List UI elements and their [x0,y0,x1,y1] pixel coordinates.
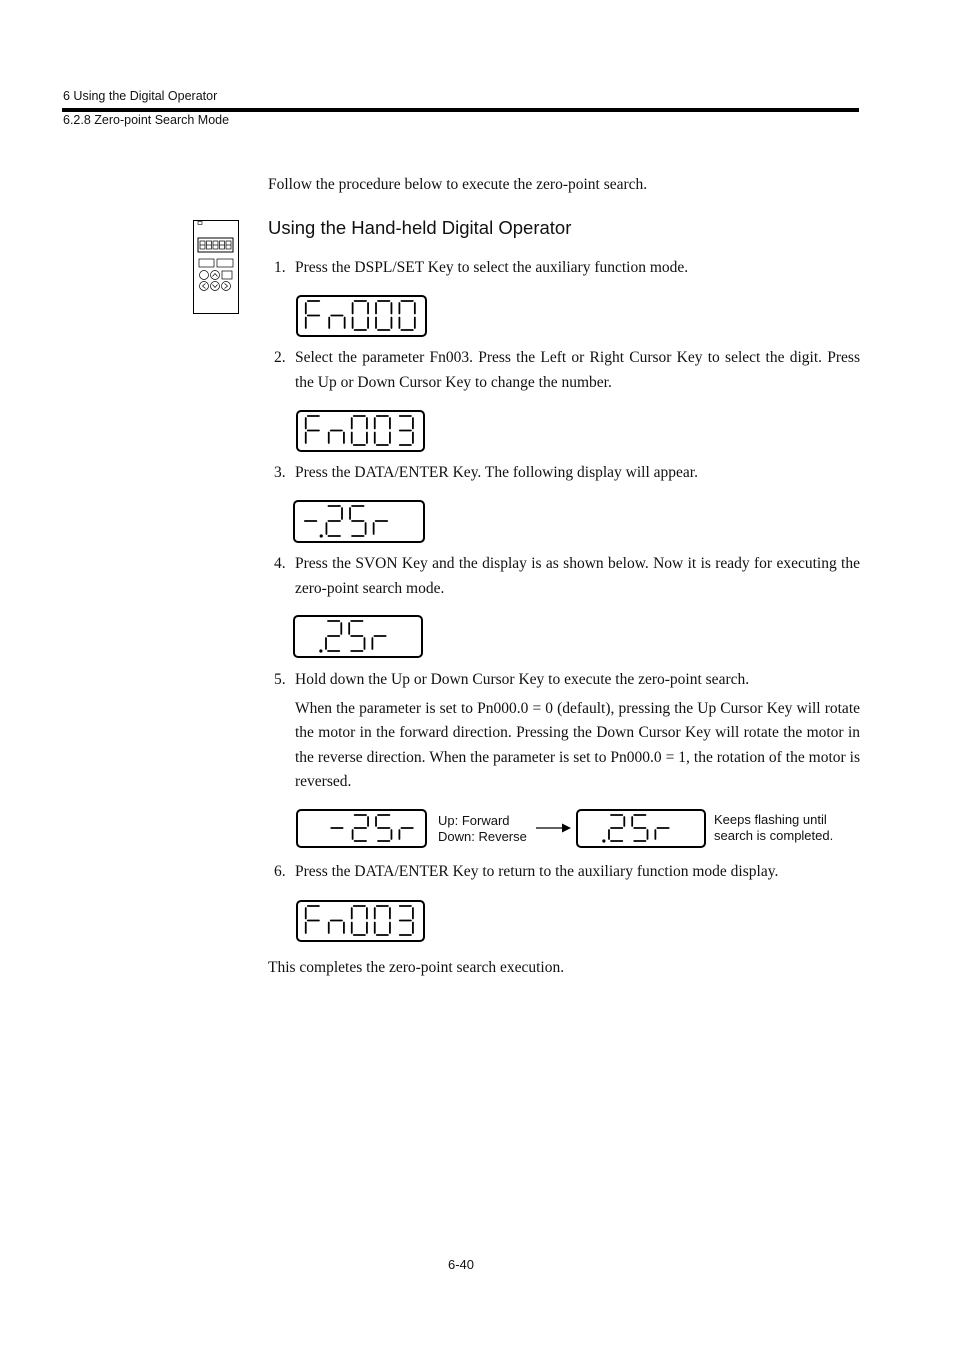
step-number: 6. [274,863,286,880]
step-number: 5. [274,671,286,688]
closing-text: This completes the zero-point search execution. [268,959,565,976]
step-text: Press the DATA/ENTER Key to return to the auxiliary function mode display. [295,863,779,880]
flashing-label: Keeps flashing until search is completed. [714,812,834,843]
step-text: Select the parameter Fn003. Press the Left or Right Cursor Key to select the digit. Press the Up or Down Cursor Key to change the number. [295,349,860,391]
decimal-point [319,649,322,652]
display-panel-fn003 [296,410,425,452]
step-text: Press the SVON Key and the display is as shown below. Now it is ready for executing the zero-point search mode. [295,555,860,597]
display-panel-fn003-return [296,900,425,942]
step-note: When the parameter is set to Pn000.0 = 0 (default), pressing the Up Cursor Key will rotate the motor in the forward direction. Pressing the Down Cursor Key will rotate the motor in the reverse direction. When the parameter is set to Pn000.0 = 1, the rotation of the motor is reversed. [295,699,860,790]
intro-text: Follow the procedure below to execute the zero-point search. [268,176,648,193]
display-panel-zsr-waiting [293,500,425,543]
step-6 [274,860,860,885]
direction-label: Up: Forward Down: Reverse [438,813,527,844]
step-text: Press the DSPL/SET Key to select the auxiliary function mode. [295,259,689,276]
arrow-right-icon [536,821,572,835]
header-rule [62,108,859,112]
step-5 [274,668,860,795]
section-header: 6.2.8 Zero-point Search Mode [63,113,230,127]
display-panel-zsr-flashing [576,809,706,848]
step-number: 3. [274,464,286,481]
step-number: 1. [274,259,286,276]
step-text: Hold down the Up or Down Cursor Key to execute the zero-point search. [295,671,750,688]
step-3 [274,461,860,486]
step-text: Press the DATA/ENTER Key. The following display will appear. [295,464,698,481]
decimal-point [320,534,323,537]
display-panel-zsr-ready [293,615,423,658]
step-number: 2. [274,349,286,366]
display-panel-zsr-running [296,809,427,848]
step-number: 4. [274,555,286,572]
chapter-header: 6 Using the Digital Operator [63,89,218,103]
section-title: Using the Hand-held Digital Operator [268,217,572,238]
page-number: 6-40 [448,1257,475,1272]
digital-operator-icon [193,220,239,314]
step-2 [274,346,860,395]
step-1 [274,256,860,281]
step-4 [274,552,860,601]
display-panel-fn000 [296,295,427,337]
decimal-point [602,839,605,842]
